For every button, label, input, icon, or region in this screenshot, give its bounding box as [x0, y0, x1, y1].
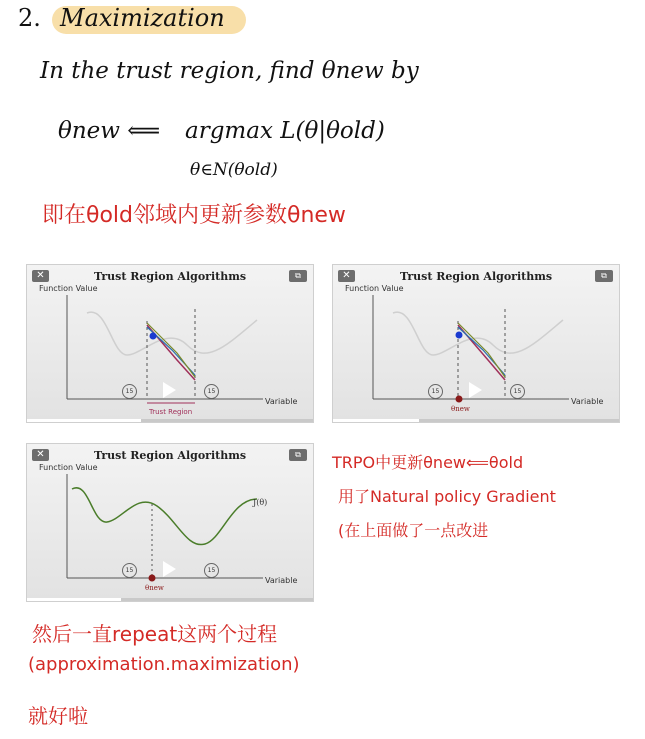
close-icon[interactable]: ✕ — [32, 270, 49, 282]
video-title: Trust Region Algorithms — [399, 270, 553, 283]
bottom-note-1: 然后一直repeat这两个过程 — [32, 622, 278, 646]
progress-bar[interactable] — [333, 419, 619, 422]
formula-rhs: argmax L(θ|θold) — [185, 118, 385, 144]
formula-subscript: θ∈N(θold) — [190, 160, 278, 180]
video-title: Trust Region Algorithms — [93, 270, 247, 283]
bottom-note-3: 就好啦 — [28, 704, 88, 728]
theta-new-label: θnew — [451, 405, 470, 413]
bottom-note-2: (approximation.maximization) — [28, 654, 300, 675]
progress-bar[interactable] — [27, 598, 313, 601]
formula-lhs: θnew ⟸ — [58, 118, 161, 144]
skip-back-icon[interactable]: 15 — [122, 384, 137, 399]
video-thumbnail-1[interactable] — [26, 264, 314, 423]
side-note-3: (在上面做了一点改进 — [338, 521, 489, 540]
play-icon[interactable] — [163, 561, 176, 577]
side-note-2: 用了Natural policy Gradient — [338, 487, 556, 506]
play-icon[interactable] — [469, 382, 482, 398]
skip-forward-icon[interactable]: 15 — [204, 563, 219, 578]
curve-label: J(θ) — [253, 498, 268, 507]
skip-back-icon[interactable]: 15 — [428, 384, 443, 399]
picture-in-picture-icon[interactable]: ⧉ — [289, 449, 307, 461]
skip-back-icon[interactable]: 15 — [122, 563, 137, 578]
y-axis-label: Function Value — [39, 463, 98, 472]
chinese-note-1: 即在θold邻域内更新参数θnew — [42, 203, 346, 228]
play-icon[interactable] — [163, 382, 176, 398]
close-icon[interactable]: ✕ — [32, 449, 49, 461]
x-axis-label: Variable — [265, 397, 298, 406]
picture-in-picture-icon[interactable]: ⧉ — [595, 270, 613, 282]
heading-number: 2. — [18, 4, 41, 32]
picture-in-picture-icon[interactable]: ⧉ — [289, 270, 307, 282]
note-line-1: In the trust region, find θnew by — [40, 58, 419, 84]
close-icon[interactable]: ✕ — [338, 270, 355, 282]
trust-region-label: Trust Region — [149, 408, 193, 416]
side-note-1: TRPO中更新θnew⟸θold — [332, 453, 524, 472]
y-axis-label: Function Value — [345, 284, 404, 293]
skip-forward-icon[interactable]: 15 — [204, 384, 219, 399]
skip-forward-icon[interactable]: 15 — [510, 384, 525, 399]
progress-bar[interactable] — [27, 419, 313, 422]
y-axis-label: Function Value — [39, 284, 98, 293]
theta-new-label: θnew — [145, 584, 164, 592]
x-axis-label: Variable — [571, 397, 604, 406]
video-title: Trust Region Algorithms — [93, 449, 247, 462]
x-axis-label: Variable — [265, 576, 298, 585]
heading-title: Maximization — [60, 4, 225, 32]
video-thumbnail-3[interactable] — [26, 443, 314, 602]
video-thumbnail-2[interactable] — [332, 264, 620, 423]
